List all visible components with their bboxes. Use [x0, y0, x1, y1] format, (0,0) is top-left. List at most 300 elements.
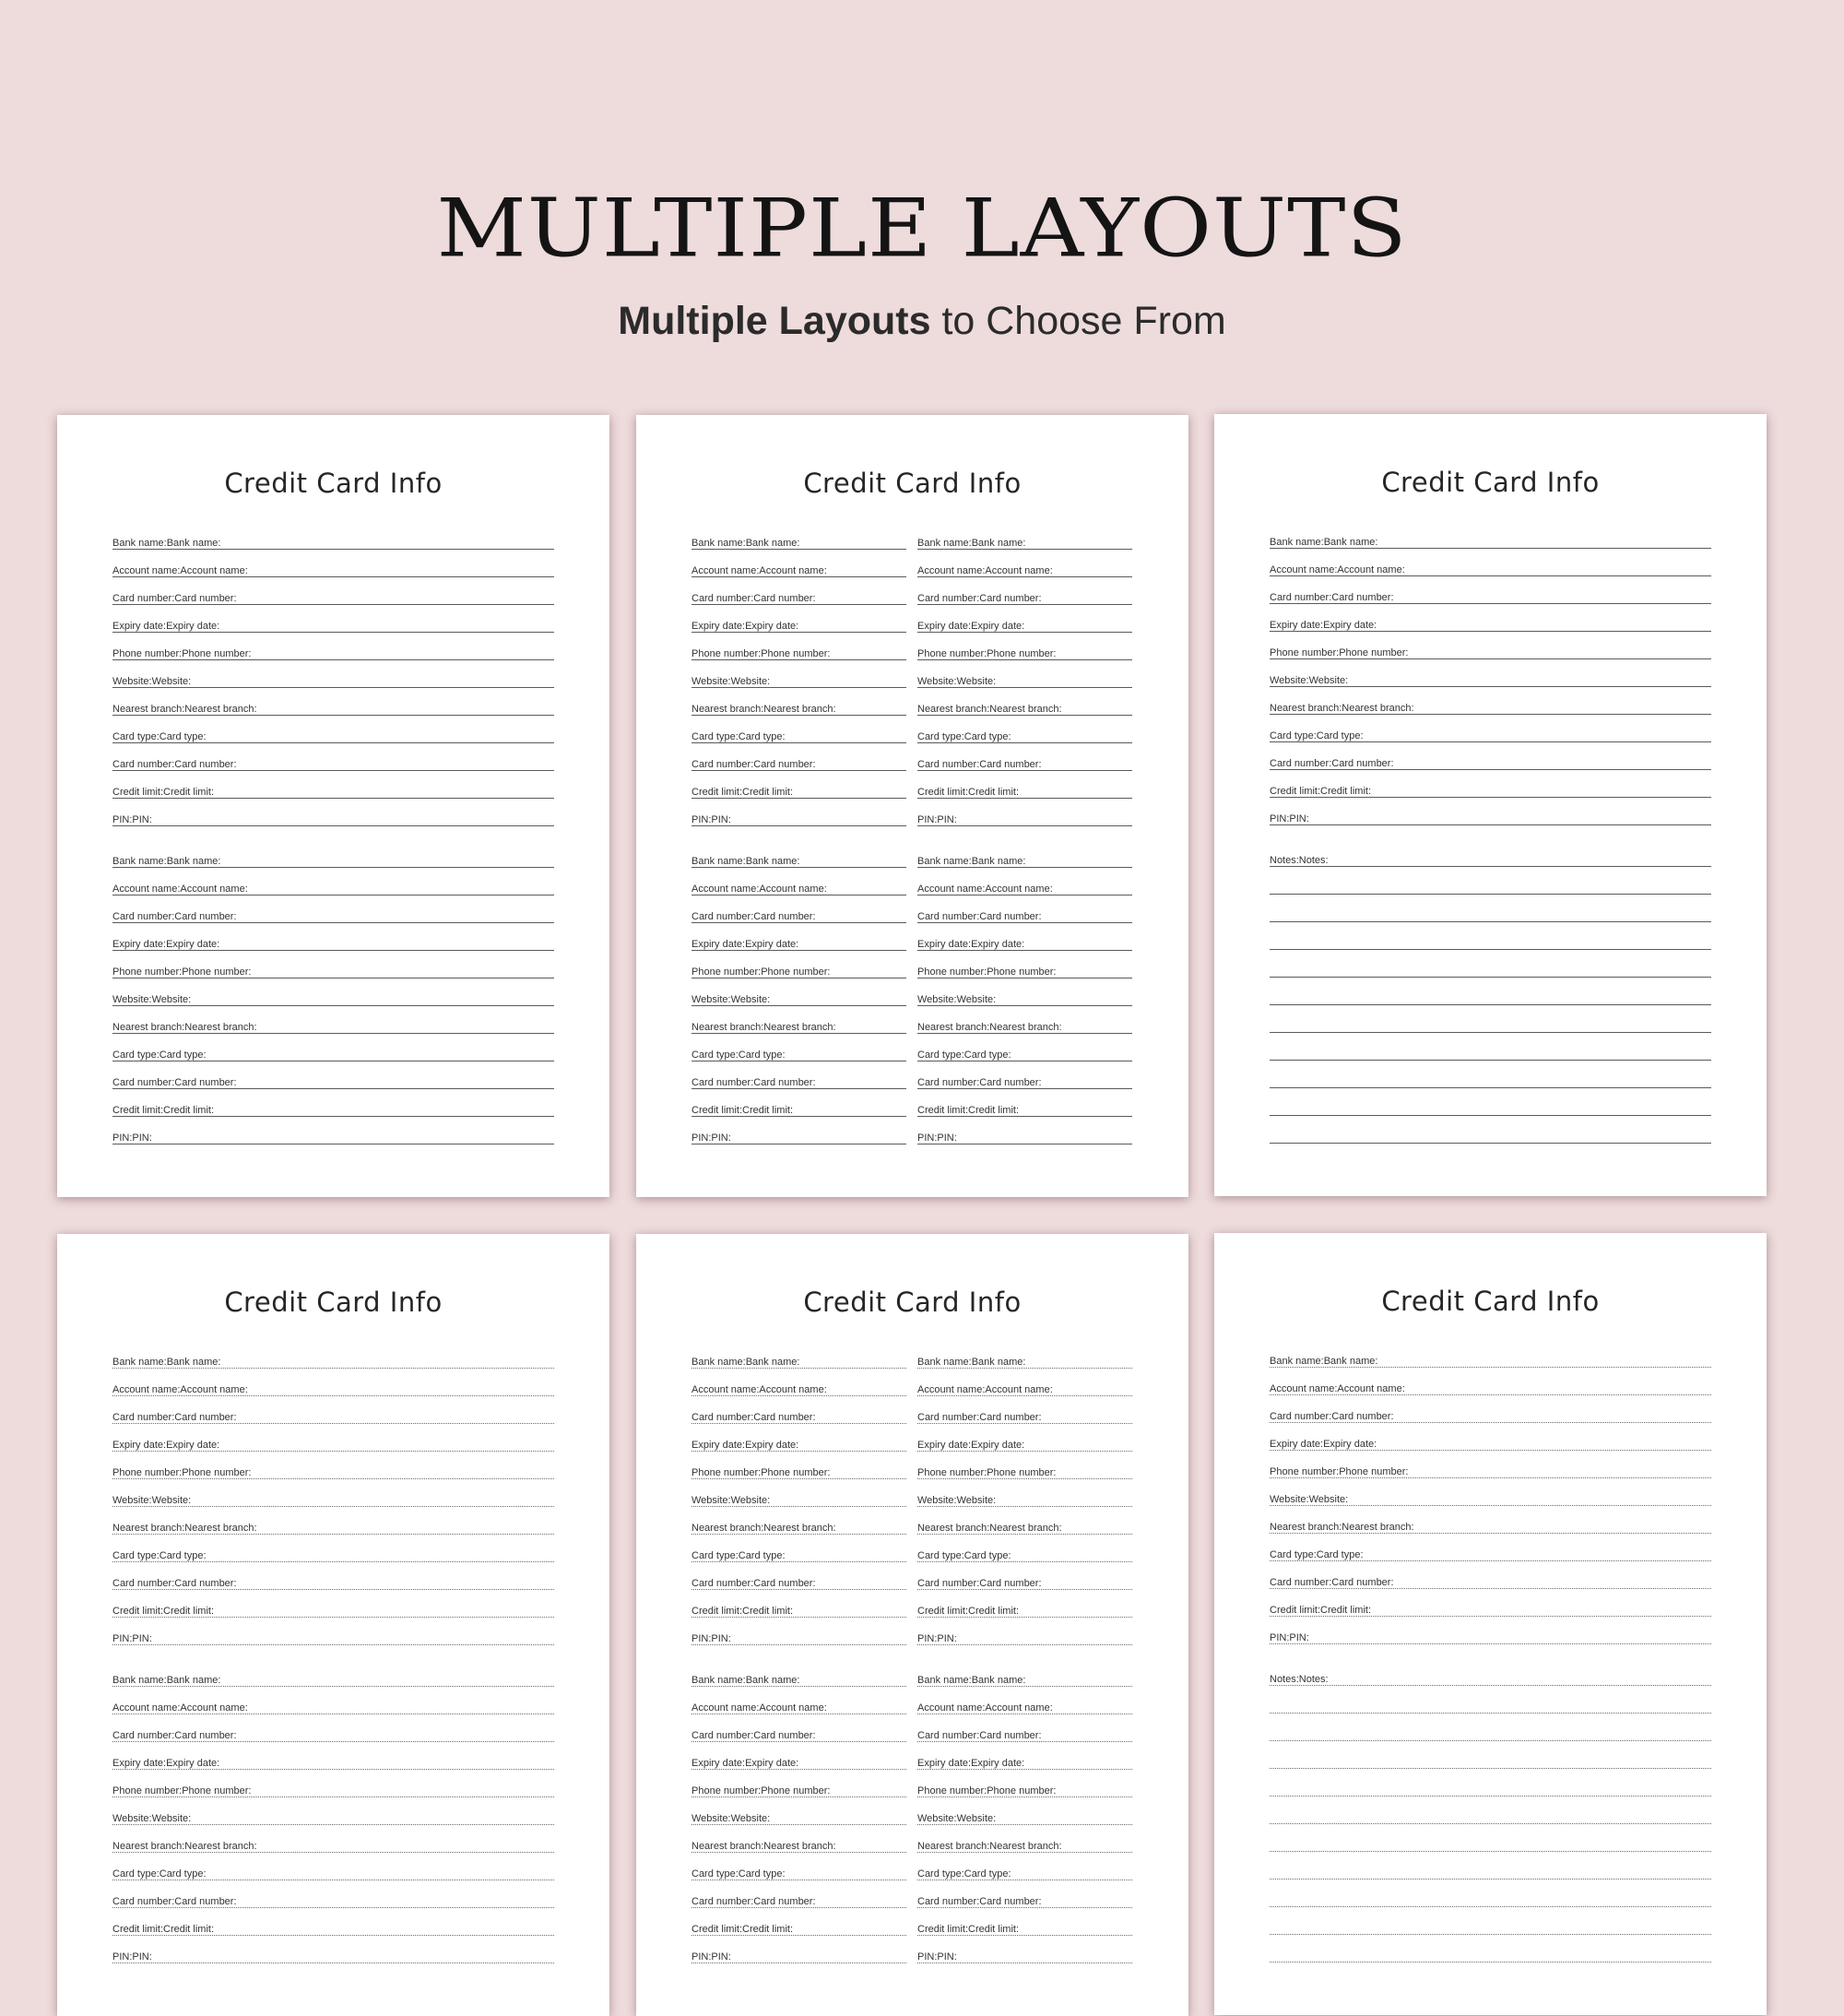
- field-label: Card number:: [1331, 758, 1394, 769]
- form-field-line: [112, 1384, 554, 1396]
- field-label: Credit limit:: [742, 1105, 794, 1116]
- field-label: Website:: [112, 1495, 152, 1506]
- field-label: Website:: [151, 994, 192, 1005]
- form-field-line: [692, 1357, 906, 1369]
- form-field-line: [1270, 1549, 1711, 1561]
- field-label: Card type:: [692, 731, 739, 742]
- form-field-line: [1270, 1605, 1711, 1617]
- field-label: Card number:: [753, 1730, 816, 1741]
- form-field-line: [112, 1951, 554, 1963]
- form-field-line: [1270, 993, 1711, 1005]
- field-label: Card number:: [692, 1896, 754, 1907]
- sheet-title: Credit Card Info: [803, 1287, 1022, 1318]
- field-label: Account name:: [180, 1702, 248, 1714]
- field-label: Account name:: [1337, 564, 1405, 575]
- field-label: Card number:: [753, 759, 816, 770]
- field-label: Website:: [917, 994, 957, 1005]
- field-label: Bank name:: [1270, 1356, 1324, 1367]
- form-field-line: [917, 1785, 1132, 1797]
- field-label: Card number:: [753, 911, 816, 922]
- field-label: Card number:: [112, 911, 175, 922]
- field-label: PIN:: [711, 1133, 731, 1144]
- form-field-line: [112, 787, 554, 799]
- form-field-line: [917, 1412, 1132, 1424]
- form-field-line: [112, 994, 554, 1006]
- field-label: Website:: [151, 1813, 192, 1824]
- field-label: Website:: [730, 1813, 771, 1824]
- field-label: Website:: [956, 994, 997, 1005]
- form-field-line: [1270, 1522, 1711, 1534]
- field-label: Expiry date:: [1270, 620, 1324, 631]
- field-label: Phone number:: [1270, 647, 1340, 658]
- field-label: Website:: [917, 1813, 957, 1824]
- field-label: Card number:: [917, 1077, 980, 1088]
- field-label: Nearest branch:: [1270, 703, 1342, 714]
- field-label: Nearest branch:: [1270, 1522, 1342, 1533]
- field-label: Website:: [730, 1495, 771, 1506]
- field-label: Bank name:: [166, 856, 221, 867]
- form-field-line: [917, 1606, 1132, 1618]
- form-field-line: [692, 1412, 906, 1424]
- field-label: Bank name:: [971, 538, 1026, 549]
- field-label: Card number:: [979, 1896, 1042, 1907]
- field-label: Credit limit:: [917, 787, 969, 798]
- form-field-line: [692, 1077, 906, 1089]
- form-field-line: [692, 1702, 906, 1714]
- form-field-line: [1270, 703, 1711, 715]
- field-label: Bank name:: [112, 538, 167, 549]
- field-label: Card number:: [112, 759, 175, 770]
- field-label: Nearest branch:: [763, 1022, 836, 1033]
- form-field-line: [917, 593, 1132, 605]
- field-label: Phone number:: [1339, 647, 1409, 658]
- form-field-line: [1270, 1104, 1711, 1116]
- form-field-line: [1270, 1868, 1711, 1880]
- field-label: Bank name:: [692, 538, 746, 549]
- field-label: Card type:: [917, 1868, 964, 1880]
- field-label: Nearest branch:: [184, 1523, 257, 1534]
- layout-sheet-6: [1214, 1233, 1767, 2015]
- field-label: Card number:: [979, 1578, 1042, 1589]
- field-label: Nearest branch:: [112, 1841, 185, 1852]
- field-label: Phone number:: [761, 966, 831, 978]
- form-field-line: [1270, 564, 1711, 576]
- form-field-line: [112, 1412, 554, 1424]
- form-field-line: [917, 911, 1132, 923]
- form-field-line: [112, 814, 554, 826]
- field-label: Nearest branch:: [989, 1841, 1062, 1852]
- form-field-line: [692, 731, 906, 743]
- field-label: Phone number:: [761, 648, 831, 659]
- page-heading: MULTIPLE LAYOUTS: [436, 182, 1408, 276]
- field-label: Card number:: [917, 1730, 980, 1741]
- form-field-line: [112, 1813, 554, 1825]
- field-label: Nearest branch:: [184, 1841, 257, 1852]
- form-field-line: [917, 787, 1132, 799]
- form-field-line: [1270, 1466, 1711, 1478]
- field-label: Card type:: [112, 1550, 160, 1561]
- form-field-line: [692, 1951, 906, 1963]
- form-field-line: [692, 676, 906, 688]
- field-label: Nearest branch:: [763, 1841, 836, 1852]
- field-label: PIN:: [132, 1951, 152, 1963]
- field-label: Nearest branch:: [112, 704, 185, 715]
- form-field-line: [917, 1633, 1132, 1645]
- form-field-line: [692, 1495, 906, 1507]
- form-field-line: [917, 1758, 1132, 1770]
- field-label: Website:: [692, 1813, 731, 1824]
- field-label: Card number:: [692, 1578, 754, 1589]
- field-label: Card type:: [112, 1868, 160, 1880]
- field-label: PIN:: [112, 1951, 133, 1963]
- field-label: Nearest branch:: [692, 704, 764, 715]
- field-label: Phone number:: [987, 1785, 1057, 1797]
- field-label: Expiry date:: [745, 621, 799, 632]
- form-field-line: [692, 1813, 906, 1825]
- form-field-line: [112, 1550, 554, 1562]
- field-label: PIN:: [937, 1951, 957, 1963]
- form-field-line: [112, 1896, 554, 1908]
- form-field-line: [692, 883, 906, 895]
- field-label: Phone number:: [112, 966, 183, 978]
- field-label: Bank name:: [971, 1675, 1026, 1686]
- field-label: Website:: [151, 1495, 192, 1506]
- form-field-line: [917, 1523, 1132, 1535]
- layout-sheet-1: [57, 415, 609, 1197]
- field-label: Nearest branch:: [917, 1022, 990, 1033]
- field-label: Account name:: [180, 565, 248, 576]
- form-field-line: [692, 1841, 906, 1853]
- field-label: Bank name:: [166, 1357, 221, 1368]
- form-field-line: [692, 1868, 906, 1880]
- field-label: Phone number:: [761, 1467, 831, 1478]
- field-label: Credit limit:: [968, 1105, 1020, 1116]
- field-label: Account name:: [1270, 564, 1338, 575]
- field-label: Bank name:: [112, 1675, 167, 1686]
- field-label: Card number:: [174, 1077, 237, 1088]
- field-label: Credit limit:: [742, 1924, 794, 1935]
- layout-sheet-3: [1214, 414, 1767, 1196]
- field-label: PIN:: [132, 1633, 152, 1644]
- field-label: Credit limit:: [1270, 1605, 1321, 1616]
- field-label: Expiry date:: [112, 1440, 167, 1451]
- form-field-line: [112, 1467, 554, 1479]
- form-field-line: [917, 1578, 1132, 1590]
- field-label: Bank name:: [971, 1357, 1026, 1368]
- form-field-line: [1270, 1049, 1711, 1061]
- form-field-line: [692, 1050, 906, 1061]
- form-field-line: [1270, 1076, 1711, 1088]
- field-label: Account name:: [1337, 1383, 1405, 1394]
- field-label: Bank name:: [917, 1675, 972, 1686]
- field-label: Bank name:: [917, 856, 972, 867]
- form-field-line: [112, 1077, 554, 1089]
- field-label: Expiry date:: [917, 939, 972, 950]
- field-label: Account name:: [759, 883, 827, 895]
- field-label: Website:: [112, 676, 152, 687]
- form-field-line: [692, 787, 906, 799]
- field-label: Credit limit:: [163, 787, 215, 798]
- form-field-line: [692, 648, 906, 660]
- form-field-line: [692, 911, 906, 923]
- sheet-title: Credit Card Info: [803, 468, 1022, 499]
- form-field-line: [692, 1785, 906, 1797]
- field-label: Card number:: [692, 1730, 754, 1741]
- form-field-line: [692, 1633, 906, 1645]
- field-label: Bank name:: [917, 1357, 972, 1368]
- form-field-line: [917, 648, 1132, 660]
- field-label: Credit limit:: [163, 1924, 215, 1935]
- field-label: Card number:: [1270, 1411, 1332, 1422]
- field-label: Card number:: [753, 593, 816, 604]
- field-label: Card number:: [692, 911, 754, 922]
- field-label: Phone number:: [692, 966, 762, 978]
- form-field-line: [1270, 1411, 1711, 1423]
- field-label: Website:: [730, 994, 771, 1005]
- form-field-line: [112, 1675, 554, 1687]
- field-label: Card type:: [1270, 730, 1317, 741]
- form-field-line: [917, 1896, 1132, 1908]
- form-field-line: [917, 1951, 1132, 1963]
- field-label: Nearest branch:: [692, 1022, 764, 1033]
- form-field-line: [917, 1813, 1132, 1825]
- field-label: Bank name:: [745, 856, 800, 867]
- field-label: Nearest branch:: [1342, 1522, 1414, 1533]
- field-label: PIN:: [917, 1133, 938, 1144]
- form-field-line: [692, 1896, 906, 1908]
- field-label: Expiry date:: [971, 1758, 1025, 1769]
- field-label: Card number:: [112, 1730, 175, 1741]
- field-label: Account name:: [112, 1384, 181, 1395]
- field-label: PIN:: [1289, 1632, 1309, 1643]
- field-label: Website:: [956, 1495, 997, 1506]
- form-field-line: [1270, 1577, 1711, 1589]
- field-label: Card number:: [1270, 592, 1332, 603]
- form-field-line: [917, 939, 1132, 951]
- form-field-line: [112, 1523, 554, 1535]
- field-label: Card number:: [753, 1578, 816, 1589]
- field-label: Phone number:: [182, 648, 252, 659]
- field-label: PIN:: [132, 1133, 152, 1144]
- field-label: Bank name:: [692, 856, 746, 867]
- form-field-line: [1270, 1785, 1711, 1797]
- form-field-line: [917, 1440, 1132, 1452]
- field-label: Credit limit:: [917, 1105, 969, 1116]
- field-label: Card number:: [917, 759, 980, 770]
- field-label: Account name:: [759, 565, 827, 576]
- field-label: Bank name:: [1323, 1356, 1378, 1367]
- form-field-line: [112, 1050, 554, 1061]
- field-label: Card number:: [753, 1077, 816, 1088]
- field-label: Credit limit:: [1320, 1605, 1372, 1616]
- field-label: Card number:: [979, 1077, 1042, 1088]
- field-label: Website:: [692, 676, 731, 687]
- form-field-line: [692, 1384, 906, 1396]
- form-field-line: [692, 1578, 906, 1590]
- field-label: Account name:: [112, 1702, 181, 1714]
- field-label: Account name:: [692, 883, 760, 895]
- form-field-line: [692, 1133, 906, 1144]
- field-label: Credit limit:: [112, 1105, 164, 1116]
- field-label: PIN:: [1270, 813, 1290, 824]
- field-label: Bank name:: [745, 1675, 800, 1686]
- form-field-line: [1270, 855, 1711, 867]
- field-label: Card type:: [1316, 730, 1364, 741]
- field-label: Nearest branch:: [917, 704, 990, 715]
- field-label: Card number:: [174, 1578, 237, 1589]
- field-label: Expiry date:: [112, 621, 167, 632]
- field-label: Credit limit:: [917, 1606, 969, 1617]
- field-label: Expiry date:: [745, 1758, 799, 1769]
- form-field-line: [917, 1077, 1132, 1089]
- form-field-line: [1270, 1132, 1711, 1144]
- form-field-line: [112, 1105, 554, 1117]
- form-field-line: [917, 1133, 1132, 1144]
- form-field-line: [1270, 758, 1711, 770]
- field-label: Card number:: [174, 1730, 237, 1741]
- subheading-bold: Multiple Layouts: [618, 299, 931, 343]
- field-label: Card number:: [1270, 758, 1332, 769]
- field-label: Website:: [151, 676, 192, 687]
- field-label: Bank name:: [1270, 537, 1324, 548]
- field-label: Card number:: [753, 1896, 816, 1907]
- form-field-line: [112, 1924, 554, 1936]
- field-label: Card number:: [112, 1578, 175, 1589]
- field-label: Card type:: [738, 1550, 786, 1561]
- field-label: Card number:: [174, 911, 237, 922]
- sheet-title: Credit Card Info: [224, 468, 443, 499]
- form-field-line: [112, 966, 554, 978]
- field-label: Phone number:: [112, 1785, 183, 1797]
- field-label: PIN:: [112, 1633, 133, 1644]
- field-label: Card number:: [917, 593, 980, 604]
- field-label: Card number:: [1270, 1577, 1332, 1588]
- form-field-line: [112, 1785, 554, 1797]
- field-label: Bank name:: [112, 1357, 167, 1368]
- field-label: Card number:: [979, 759, 1042, 770]
- field-label: Credit limit:: [968, 787, 1020, 798]
- form-field-line: [692, 939, 906, 951]
- field-label: Card number:: [979, 911, 1042, 922]
- form-field-line: [1270, 938, 1711, 950]
- notes-label: Notes:: [1298, 855, 1329, 866]
- field-label: Card number:: [917, 1896, 980, 1907]
- field-label: Card number:: [174, 1896, 237, 1907]
- field-label: Bank name:: [745, 538, 800, 549]
- field-label: Card type:: [963, 1550, 1011, 1561]
- field-label: Card number:: [979, 593, 1042, 604]
- field-label: Website:: [730, 676, 771, 687]
- field-label: Credit limit:: [1270, 786, 1321, 797]
- field-label: Expiry date:: [112, 1758, 167, 1769]
- field-label: PIN:: [937, 1133, 957, 1144]
- field-label: Nearest branch:: [692, 1523, 764, 1534]
- field-label: Card number:: [112, 1077, 175, 1088]
- form-field-line: [692, 994, 906, 1006]
- form-field-line: [692, 1105, 906, 1117]
- field-label: Expiry date:: [1270, 1439, 1324, 1450]
- form-field-line: [1270, 1840, 1711, 1852]
- field-label: Card type:: [963, 1868, 1011, 1880]
- form-field-line: [112, 731, 554, 743]
- field-label: Card number:: [112, 1412, 175, 1423]
- field-label: Bank name:: [112, 856, 167, 867]
- form-field-line: [112, 1357, 554, 1369]
- field-label: Card type:: [692, 1050, 739, 1061]
- field-label: Account name:: [692, 1384, 760, 1395]
- field-label: PIN:: [711, 1633, 731, 1644]
- form-field-line: [692, 1550, 906, 1562]
- field-label: Nearest branch:: [989, 1022, 1062, 1033]
- sheet-title: Credit Card Info: [1381, 467, 1600, 498]
- field-label: Website:: [956, 676, 997, 687]
- field-label: Bank name:: [166, 1675, 221, 1686]
- field-label: Bank name:: [917, 538, 972, 549]
- field-label: PIN:: [692, 1951, 712, 1963]
- field-label: Card number:: [112, 1896, 175, 1907]
- form-field-line: [112, 648, 554, 660]
- form-field-line: [1270, 786, 1711, 798]
- field-label: Phone number:: [1339, 1466, 1409, 1477]
- form-field-line: [692, 1924, 906, 1936]
- form-field-line: [917, 731, 1132, 743]
- field-label: Nearest branch:: [763, 704, 836, 715]
- field-label: Account name:: [759, 1384, 827, 1395]
- field-label: Account name:: [180, 1384, 248, 1395]
- field-label: Nearest branch:: [112, 1523, 185, 1534]
- field-label: Phone number:: [1270, 1466, 1340, 1477]
- field-label: Website:: [917, 1495, 957, 1506]
- notes-label: Notes:: [1298, 1674, 1329, 1685]
- field-label: Card number:: [692, 1412, 754, 1423]
- field-label: Account name:: [112, 883, 181, 895]
- field-label: Phone number:: [917, 1785, 987, 1797]
- field-label: Nearest branch:: [917, 1523, 990, 1534]
- field-label: Bank name:: [692, 1357, 746, 1368]
- field-label: Account name:: [759, 1702, 827, 1714]
- field-label: Account name:: [917, 565, 986, 576]
- form-field-line: [1270, 883, 1711, 895]
- form-field-line: [1270, 1674, 1711, 1686]
- field-label: PIN:: [692, 1133, 712, 1144]
- field-label: Nearest branch:: [989, 1523, 1062, 1534]
- field-label: Expiry date:: [692, 1440, 746, 1451]
- form-field-line: [917, 1384, 1132, 1396]
- field-label: Card number:: [692, 759, 754, 770]
- field-label: Card number:: [1331, 592, 1394, 603]
- form-field-line: [917, 1841, 1132, 1853]
- form-field-line: [112, 1633, 554, 1645]
- form-field-line: [112, 759, 554, 771]
- form-field-line: [1270, 813, 1711, 825]
- field-label: Expiry date:: [971, 621, 1025, 632]
- field-label: Phone number:: [112, 1467, 183, 1478]
- field-label: Expiry date:: [917, 1758, 972, 1769]
- form-field-line: [112, 565, 554, 577]
- form-field-line: [917, 676, 1132, 688]
- form-field-line: [112, 1578, 554, 1590]
- form-field-line: [112, 1495, 554, 1507]
- field-label: Account name:: [985, 1384, 1053, 1395]
- field-label: Expiry date:: [166, 1758, 220, 1769]
- field-label: Bank name:: [745, 1357, 800, 1368]
- form-field-line: [692, 814, 906, 826]
- field-label: Nearest branch:: [1342, 703, 1414, 714]
- form-field-line: [692, 1523, 906, 1535]
- form-field-line: [692, 759, 906, 771]
- field-label: Nearest branch:: [989, 704, 1062, 715]
- field-label: Notes:: [1270, 855, 1299, 866]
